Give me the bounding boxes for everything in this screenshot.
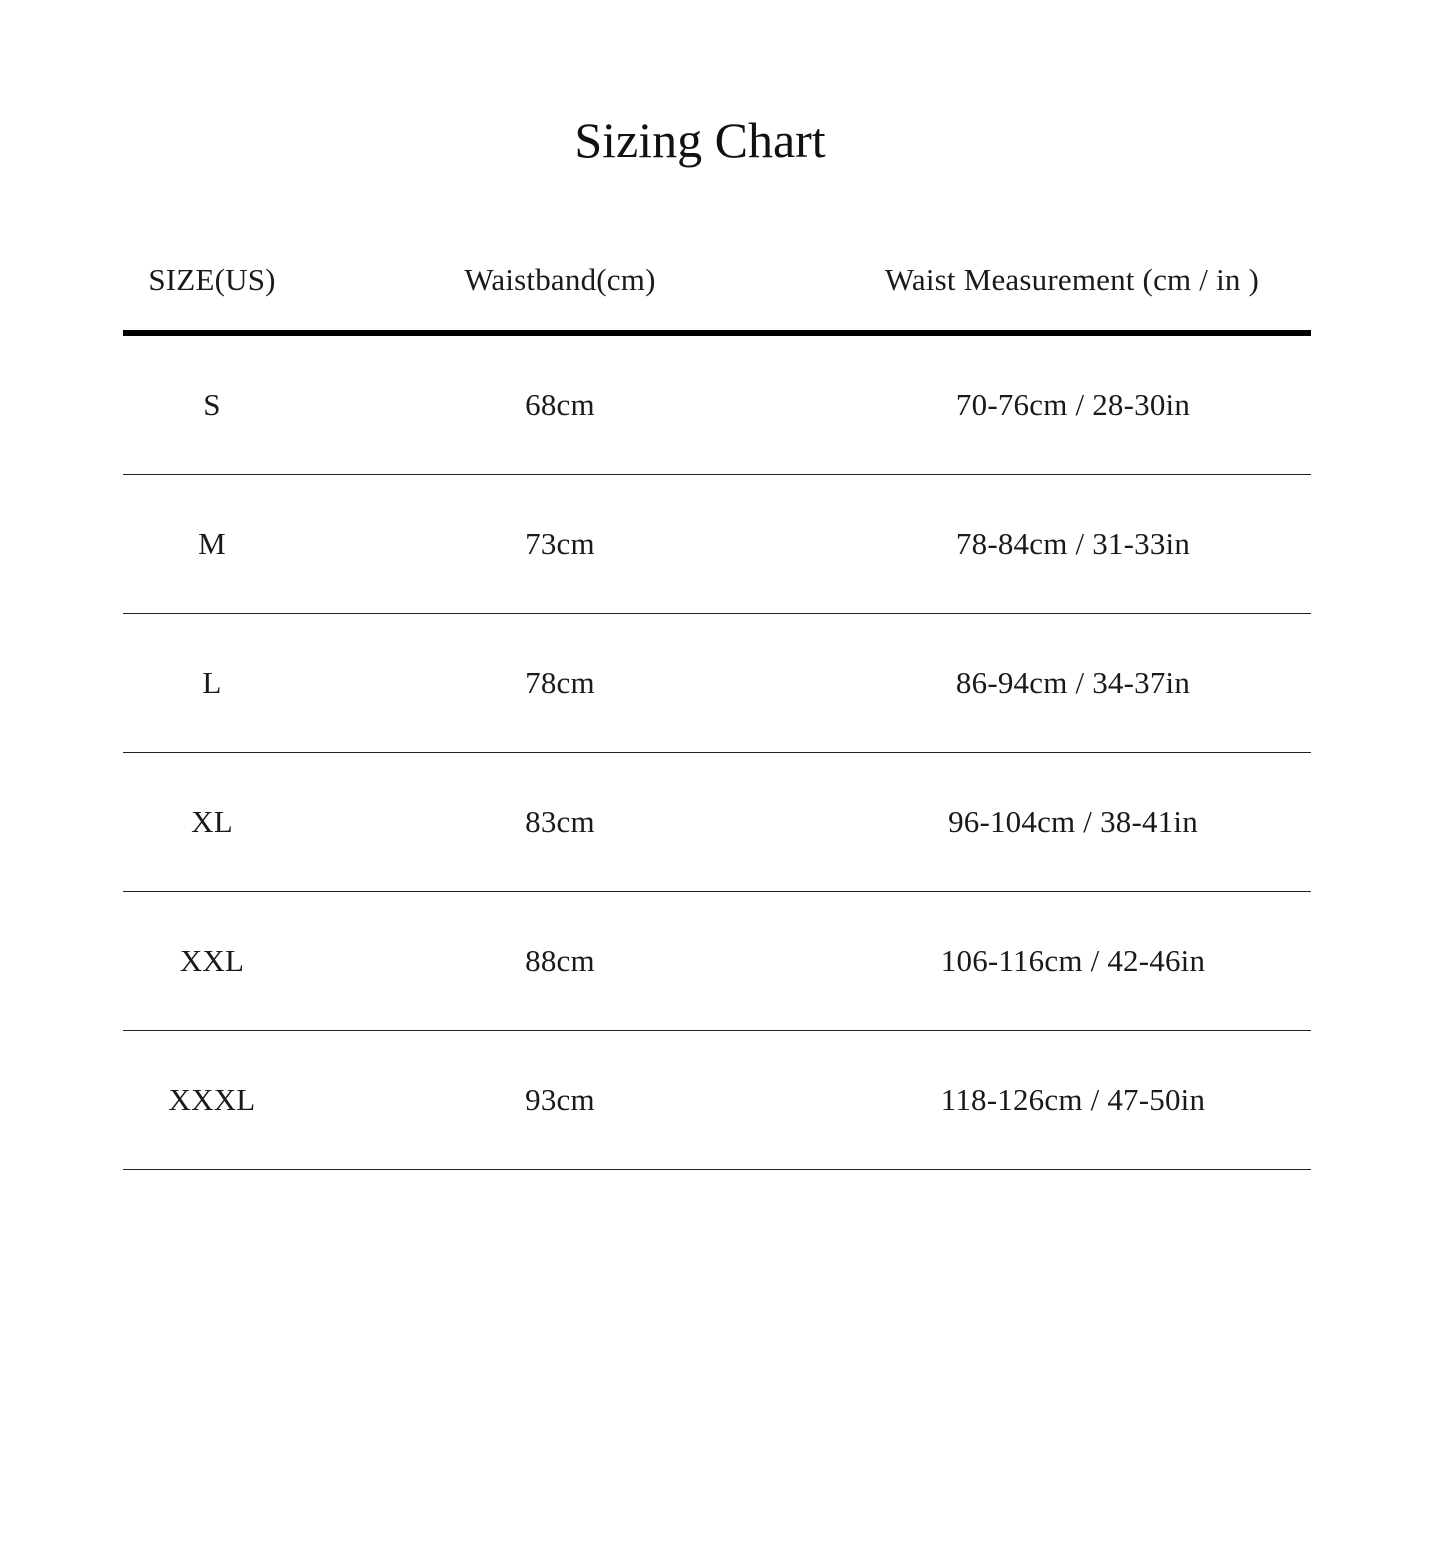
table-row — [123, 614, 1311, 753]
waistband-cell: 88cm — [525, 943, 595, 978]
sizing-table — [123, 230, 1311, 1170]
waist-cell: 86-94cm / 34-37in — [955, 665, 1191, 700]
size-cell: L — [202, 665, 222, 700]
waistband-cell: 78cm — [525, 665, 595, 700]
page-title: Sizing Chart — [574, 112, 826, 168]
size-cell: S — [203, 387, 221, 422]
header-waistband: Waistband(cm) — [464, 262, 656, 297]
waistband-cell: 83cm — [525, 804, 595, 839]
table-row — [123, 1031, 1311, 1170]
waistband-cell: 93cm — [525, 1082, 595, 1117]
table-row — [123, 892, 1311, 1031]
waist-cell: 78-84cm / 31-33in — [955, 526, 1191, 561]
table-row — [123, 753, 1311, 892]
table-header — [123, 230, 1311, 330]
waist-cell: 106-116cm / 42-46in — [940, 943, 1206, 978]
waistband-cell: 68cm — [525, 387, 595, 422]
size-cell: M — [198, 526, 226, 561]
table-row — [123, 475, 1311, 614]
header-size: SIZE(US) — [148, 262, 276, 297]
waistband-cell: 73cm — [525, 526, 595, 561]
waist-cell: 70-76cm / 28-30in — [955, 387, 1191, 422]
size-cell: XXL — [179, 943, 245, 978]
size-cell: XXXL — [168, 1082, 256, 1117]
waist-cell: 96-104cm / 38-41in — [948, 804, 1198, 839]
size-cell: XL — [191, 804, 233, 839]
table-row — [123, 336, 1311, 475]
waist-cell: 118-126cm / 47-50in — [940, 1082, 1206, 1117]
header-waist-measurement: Waist Measurement (cm / in ) — [884, 262, 1260, 297]
